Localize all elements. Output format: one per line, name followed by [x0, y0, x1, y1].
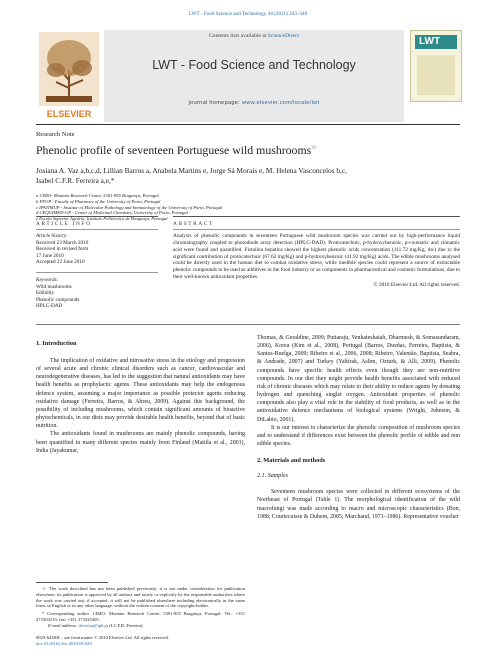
paper-title-text: Phenolic profile of seventeen Portuguese wild mushrooms — [36, 143, 312, 157]
title-footnote-star[interactable]: ☆ — [311, 145, 317, 152]
history-item: 17 June 2010 — [36, 252, 64, 259]
footnote-star: ☆ The work described has not been published previously; it is not under consideration for publication elsewhere; its publication is approved by all authors and tacitly or explicitly by the responsible authorities where the work was carried out; if accepted, it will not be published elsewhere including electronically in the same form, in English or in any other language, without the written consent of the copyright-holder. — [36, 586, 245, 609]
section-heading-materials: 2. Materials and methods — [257, 457, 326, 465]
abstract-bottom-rule — [36, 324, 460, 325]
footnote-email — [36, 623, 245, 629]
footnotes — [36, 586, 245, 629]
paper-title — [36, 143, 317, 158]
keyword: Phenolic compounds — [36, 296, 80, 303]
article-info — [36, 233, 158, 310]
affiliation-list — [36, 193, 466, 222]
right-column — [257, 334, 460, 521]
keyword: Edibility — [36, 290, 55, 297]
samples-paragraph: Seventeen mushroom species were collected in different ecosystems of the Northeast of Portugal (Table 1). The morphological identification of the wild macrofungi was made according to macro and microscopic characteristics (Bon, 1988; Courtecuisse & Duhem, 2005; Marchand, 1971–1986). Representative voucher — [257, 489, 460, 520]
footnote-rule — [36, 582, 108, 583]
heading-spacer — [257, 464, 460, 473]
left-column — [36, 340, 245, 455]
article-info-sub-rule — [36, 229, 158, 230]
heading-spacer — [257, 479, 460, 488]
email-link[interactable]: iferreira@ipb.pt — [78, 622, 109, 628]
author-line-2[interactable]: Isabel C.F.R. Ferreira a,e,* — [36, 176, 115, 185]
affiliation-b: b FFUP - Faculty of Pharmacy of the University of Porto, Portugal — [36, 198, 161, 204]
journal-cover[interactable] — [410, 30, 462, 102]
journal-homepage — [104, 100, 404, 106]
heading-spacer — [36, 347, 245, 357]
email-label: E-mail address: — [48, 622, 78, 628]
section-heading-introduction: 1. Introduction — [36, 340, 77, 347]
abstract-top-rule — [173, 216, 460, 217]
contents-line — [104, 33, 404, 39]
homepage-prefix: journal homepage: — [188, 100, 241, 106]
author-list — [36, 166, 466, 186]
affiliation-e: e Escola Superior Agrária, Instituto Politécnico de Bragança, Portugal — [36, 216, 168, 222]
affiliation-c: c IPATIMUP - Institute of Molecular Pathology and Immunology of the University of Porto, Portugal — [36, 204, 223, 210]
intro-paragraph-2: The antioxidants found in mushrooms are mainly phenolic compounds, having been quantified in many different species mainly from Finland (Mattila et al., 2001), India (Jayakumar, — [36, 431, 245, 454]
abstract — [173, 233, 460, 289]
email-suffix: (I.C.F.R. Ferreira). — [109, 622, 144, 628]
history-item: Received 23 March 2010 — [36, 239, 89, 246]
article-type: Research Note — [36, 131, 75, 138]
elsevier-logo[interactable] — [36, 30, 102, 122]
keywords-divider — [36, 272, 158, 273]
col2-paragraph-1: Thomas, & Geraldine, 2009; Puttaraju, Venkateshaiah, Dharmesh, & Somasundaram, 2006), Korea (Kim et al., 2008), Portugal (Barros, Dueñas, Ferreira, Baptista, & Santos-Buelga, 2009; Ribeiro et al., 2006, 2008; Ribeiro, Valentão, Baptista, Seabra, & Andrade, 2007) and Turkey (Yaltirak, Aslim, Ozturk, & Alli, 2009). Phenolic compounds have specific health effects even though they are non-nutritive compounds. In our diet they might provide health benefits associated with reduced risk of chronic diseases which may relate to their ability to reduce agents by donating hydrogen and quenching singlet oxygen. Antioxidant properties of phenolic compounds also play a vital role in the stability of food products, as well as in the antioxidative defence mechanisms of biological systems (Wright, Johnson, & DiLabio, 2001). — [257, 335, 460, 423]
keyword: Wild mushrooms — [36, 283, 72, 290]
subsection-heading-samples: 2.1. Samples — [257, 473, 288, 480]
journal-header-box — [104, 30, 404, 122]
footnote-corresponding: * Corresponding author. CIMO- Montain Research Centre, 5301-855 Bragança, Portugal. Tel.: +351 273303219; fax: +351 273325405. — [36, 611, 245, 622]
affiliation-d: d CEQUIMED-UP - Center of Medicinal Chemistry, University of Porto, Portugal — [36, 210, 188, 216]
journal-reference[interactable]: LWT - Food Science and Technology 44 (2011) 343–346 — [188, 11, 308, 17]
abstract-copyright: © 2010 Elsevier Ltd. All rights reserved. — [373, 281, 460, 288]
abstract-heading: ABSTRACT — [173, 221, 214, 227]
article-info-top-rule — [36, 216, 158, 217]
history-item: Received in revised form — [36, 246, 89, 253]
homepage-link[interactable]: www.elsevier.com/locate/lwt — [241, 100, 320, 106]
affiliation-a: a CIMO- Montain Research Centre, 5301-855 Bragança, Portugal — [36, 193, 159, 198]
abstract-sub-rule — [173, 229, 460, 230]
author-line-1[interactable]: Josiana A. Vaz a,b,c,d, Lillian Barros a, Anabela Martins e, Jorge Sá Morais e, M. Helena Vasconcelos b,c, — [36, 166, 347, 175]
abstract-text: Analysis of phenolic compounds in seventeen Portuguese wild mushroom species was carried out by high-performance liquid chromatography coupled to photodiode array detection (HPLC-DAD). Protocatechuic, p-hydroxybenzoic, p-coumaric and cinnamic acid were found and quantified. Fistulina hepatica showed the highest phenolic acids concentration (111.72 mg/Kg, dw) due to the significant contribution of protocatechuic (67.62 mg/Kg) and p-hydroxybenzoic (41.92 mg/Kg) acids. The edible mushrooms analysed could be directly used in the human diet to combat oxidative stress, while inedible species could represent a source of extractable phenolic compounds to be used as additives in the food industry or as components in pharmaceutical and cosmetic formulations, due to their well-known antioxidant properties. — [173, 233, 460, 281]
issn-line: 0023-6438/$ – see front matter © 2010 Elsevier Ltd. All rights reserved. — [36, 635, 169, 640]
cover-title: LWT — [419, 36, 441, 47]
history-label: Article history: — [36, 233, 68, 239]
heading-spacer — [257, 448, 460, 457]
publisher-name: ELSEVIER — [46, 109, 92, 119]
history-item: Accepted 22 June 2010 — [36, 259, 85, 266]
issn-doi-block — [36, 635, 296, 647]
article-info-heading: ARTICLE INFO — [36, 221, 92, 227]
journal-title: LWT - Food Science and Technology — [152, 58, 356, 72]
doi-link[interactable]: doi:10.1016/j.lwt.2010.06.029 — [36, 640, 92, 646]
sciencedirect-link[interactable]: ScienceDirect — [267, 33, 300, 39]
contents-prefix: Contents lists available at — [208, 33, 267, 39]
header-divider — [36, 124, 460, 125]
keywords-label: Keywords: — [36, 276, 59, 283]
intro-paragraph-1: The implication of oxidative and nitrosative stress in the etiology and progression of several acute and chronic clinical disorders such as cancer, cardiovascular and neurodegenerative diseases, has led to the suggestion that natural antioxidants may have health benefits as prophylactic agents. These antioxidants may help the endogenous defence system, assuming a major importance as possible protector agents reducing oxidative damage (Ferreira, Barros, & Abreu, 2009). Against this background, the possibility of including mushrooms, which contain significant amounts of bioactive phytochemicals, in our diets may provide desirable health benefits, beyond that of basic nutrition. — [36, 358, 245, 430]
keyword: HPLC-DAD — [36, 303, 63, 310]
col2-paragraph-2: It is our interest to characterize the phenolic composition of mushroom species and to understand if differences exist between the phenolic profile of edible and non edible species. — [257, 424, 460, 448]
